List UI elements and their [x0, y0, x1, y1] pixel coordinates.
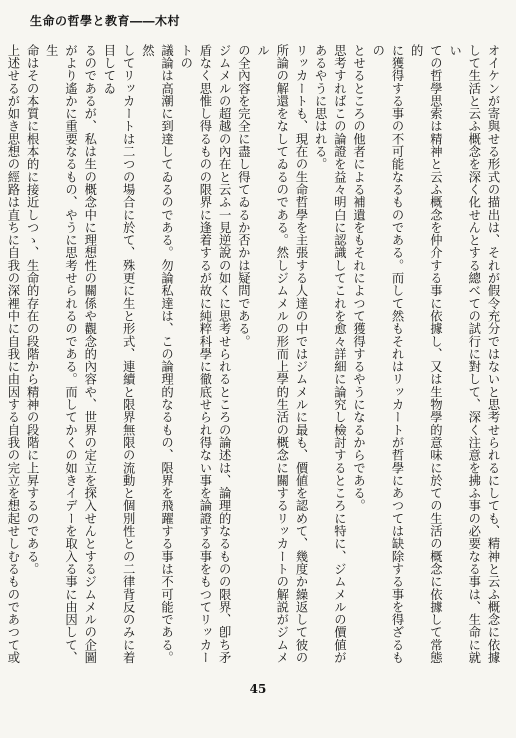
paragraph: オイケンが寄與せる形式の描出は、それが假令充分ではないと思考せられるにしても、精神と云ふ概念に依據 して生活と云ふ概念を深く化せんとする總べての試行に對して、深く注意を拂ふ事の必要なる事は、生命に就い ての哲學思索は精神と云ふ概念を仲介する事に依據し、又は生物學的意味に於ての生活の概念に依據して常態的 に獲得する事の不可能なるものである。而して然もそれはリッカートが哲學にあつては缺除する事を得ざるもの とせるところの他者による補遺をもそれによつて獲得するやうになるからである。 — [351, 44, 500, 664]
paragraph: リッカートも、現在の生命哲學を主張する人達の中ではジムメルに最も、價値を認めて、幾度か繰返して彼の 所論の解還をなしてゐるのである。然しジムメルの形而上學的生活の概念に關するリッカートの解説がジムメル の全內容を完全に盡し得てゐるか否かは疑問である。 — [236, 44, 308, 664]
running-head: 生命の哲學と教育――木村 — [30, 14, 181, 28]
paragraph: ジムメルの超越の內在と云ふ一見逆說の如くに思考せられるところの論述は、論理的なるものの限界、卽ち矛 盾なく思惟し得るものの限界に逢着するが故に純粹科學に徹底せられ得ない事を論證する事をもつてリッカートの 議論は高潮に到達してゐるのである。勿論私達は、この論理的なるもの、限界を飛躍する事は不可能である。然 してリッカートは二つの場合に於て、殊更に生と形式、連續と限界無限の流動と個別性との二律背反のみに着目してゐ るのであるが、私は生の概念中に理想性の關係や觀念的內容や、世界の定立を探入せんとするジムメルの企圖 がより遙かに重要なるもの、やうに思考せられるのである。而してかくの如きイデーを取入る事に由因して、生 命はその本質に根本的に接近しつゝ、生命的存在の段階から精神の段階に上昇するのである。 — [25, 44, 232, 664]
page-header — [0, 12, 516, 30]
paragraph: 思考すればこの論證を益々明白に認識してこれを愈々詳細に論究し檢討するところに特に、ジムメルの價値が あるやうに思はれる。 — [313, 44, 347, 664]
body-text — [5, 44, 502, 672]
paragraph: 上述せるが如き思想の經路は直ちに自我の深裡中に自我に由因する自我の完立を想起せしむるものであつて或 — [5, 44, 20, 664]
page-number: 45 — [249, 682, 267, 696]
